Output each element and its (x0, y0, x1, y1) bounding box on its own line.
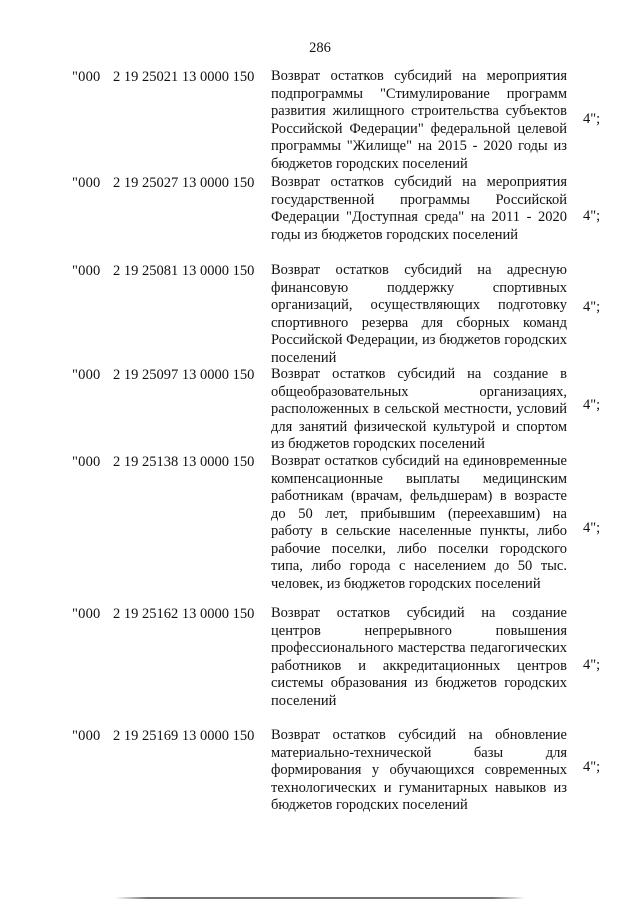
classification-code: 2 19 25162 13 0000 150 (113, 606, 255, 622)
code-description: Возврат остатков субсидий на адресную финансовую поддержку спортивных организаций, осуществляющих подготовку спортивного резерва для сборных команд Российской Федерации, из бюджетов городских поселений (271, 262, 567, 366)
row-suffix: 4"; (583, 520, 601, 536)
admin-code: "000 (72, 454, 101, 470)
admin-code: "000 (72, 367, 101, 383)
row-suffix: 4"; (583, 299, 601, 315)
row-suffix: 4"; (583, 111, 601, 127)
admin-code: "000 (72, 175, 101, 191)
classification-code: 2 19 25097 13 0000 150 (113, 367, 255, 383)
row-suffix: 4"; (583, 208, 601, 224)
classification-code: 2 19 25169 13 0000 150 (113, 728, 255, 744)
admin-code: "000 (72, 69, 101, 85)
row-suffix: 4"; (583, 657, 601, 673)
code-description: Возврат остатков субсидий на единовременные компенсационные выплаты медицинским работникам (врачам, фельдшерам) в возрасте до 50 лет, прибывшим (переехавшим) на работу в сельские населенные пункты, либо рабочие поселки, либо поселки городского типа, либо города с населением до 50 тыс. человек, из бюджетов городских поселений (271, 453, 567, 592)
scan-edge-divider (115, 897, 525, 899)
admin-code: "000 (72, 606, 101, 622)
row-suffix: 4"; (583, 397, 601, 413)
code-description: Возврат остатков субсидий на обновление материально-технической базы для формирования у обучающихся современных технологических и гуманитарных навыков из бюджетов городских поселений (271, 727, 567, 813)
admin-code: "000 (72, 263, 101, 279)
admin-code: "000 (72, 728, 101, 744)
classification-code: 2 19 25081 13 0000 150 (113, 263, 255, 279)
classification-code: 2 19 25021 13 0000 150 (113, 69, 255, 85)
code-description: Возврат остатков субсидий на мероприятия подпрограммы "Стимулирование программ развития жилищного строительства субъектов Российской Федерации" федеральной целевой программы "Жилище" на 2015 - 2020 годы из бюджетов городских поселений (271, 68, 567, 172)
code-description: Возврат остатков субсидий на создание центров непрерывного повышения профессионального мастерства педагогических работников и аккредитационных центров системы образования из бюджетов городских поселений (271, 605, 567, 709)
page-number: 286 (309, 40, 331, 56)
code-description: Возврат остатков субсидий на создание в общеобразовательных организациях, расположенных в сельской местности, условий для занятий физической культурой и спортом из бюджетов городских поселений (271, 366, 567, 452)
classification-code: 2 19 25138 13 0000 150 (113, 454, 255, 470)
classification-code: 2 19 25027 13 0000 150 (113, 175, 255, 191)
code-description: Возврат остатков субсидий на мероприятия государственной программы Российской Федерации "Доступная среда" на 2011 - 2020 годы из бюджетов городских поселений (271, 174, 567, 243)
row-suffix: 4"; (583, 759, 601, 775)
